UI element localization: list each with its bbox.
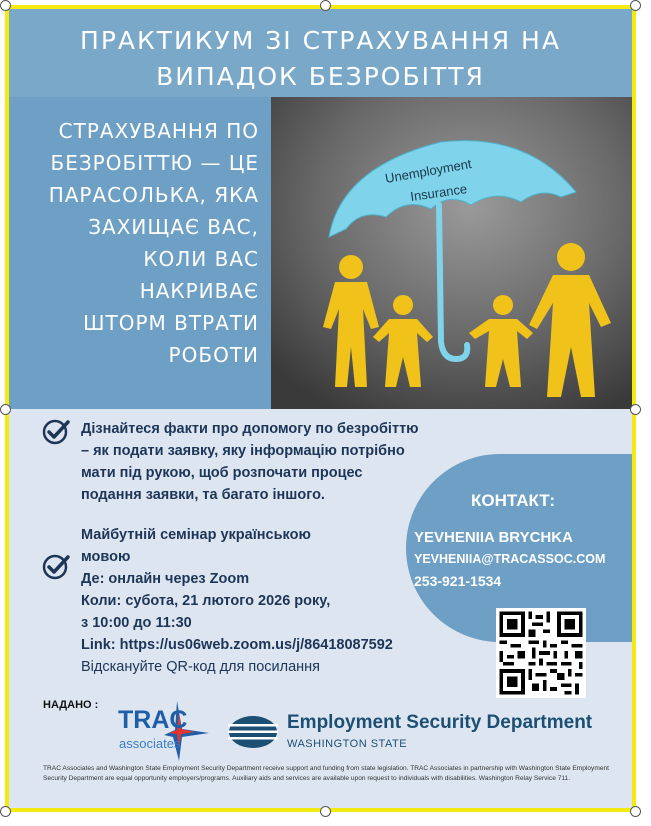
tagline-line: ШТОРМ ВТРАТИ	[83, 311, 259, 335]
seminar-line: мовою	[81, 549, 131, 565]
title-line-2: ВИПАДОК БЕЗРОБІТТЯ	[156, 62, 485, 91]
facts-line: подання заявки, та багато іншого.	[81, 487, 325, 503]
provided-by-label: НАДАНО :	[43, 699, 99, 711]
zoom-link[interactable]: Link: https://us06web.zoom.us/j/86418087592	[81, 637, 393, 653]
title-line-1: ПРАКТИКУМ ЗІ СТРАХУВАННЯ НА	[80, 26, 561, 55]
tagline-line: ПАРАСОЛЬКА, ЯКА	[48, 183, 259, 207]
resize-handle-bottom-left[interactable]	[0, 806, 11, 817]
resize-handle-bottom[interactable]	[320, 806, 331, 817]
tagline-line: СТРАХУВАННЯ ПО	[58, 119, 259, 143]
resize-handle-right[interactable]	[630, 404, 641, 415]
contact-name: YEVHENIIA BRYCHKA	[414, 529, 573, 546]
resize-handle-top[interactable]	[320, 0, 331, 11]
selection-border	[5, 5, 636, 812]
umbrella-label-2: Insurance	[409, 181, 468, 204]
facts-line: – як подати заявку, яку інформацію потрібно	[81, 443, 405, 459]
resize-handle-bottom-right[interactable]	[630, 806, 641, 817]
disclaimer-text: TRAC Associates and Washington State Employment Security Department receive support and funding from state legislation. TRAC Associates in partnership with Washington State Employment Security Department are equal opportunity employers/programs. Auxiliary aids and services are available upon request to individuals with disabilities. Washington Relay Service 711.	[43, 765, 609, 782]
trac-logo-text: TRAC	[118, 706, 188, 734]
contact-phone[interactable]: 253-921-1534	[414, 573, 502, 589]
tagline-line: БЕЗРОБІТТЮ — ЦЕ	[50, 151, 259, 175]
tagline-line: ЗАХИЩАЄ ВАС,	[88, 215, 259, 239]
contact-email[interactable]: YEVHENIIA@TRACASSOC.COM	[414, 552, 606, 566]
seminar-time: з 10:00 до 11:30	[81, 615, 192, 631]
facts-line: Дізнайтеся факти про допомогу по безробіттю	[81, 421, 419, 437]
tagline-line: КОЛИ ВАС	[143, 247, 259, 271]
seminar-when: Коли: субота, 21 лютого 2026 року,	[81, 593, 331, 609]
tagline-line: НАКРИВАЄ	[139, 279, 259, 303]
resize-handle-top-right[interactable]	[630, 0, 641, 11]
seminar-where: Де: онлайн через Zoom	[81, 571, 250, 587]
umbrella-label-1: Unemployment	[383, 155, 473, 186]
contact-heading: КОНТАКТ:	[471, 491, 556, 510]
esd-subtitle: WASHINGTON STATE	[287, 738, 408, 750]
tagline-line: РОБОТИ	[168, 343, 259, 367]
qr-note: Відскануйте QR-код для посилання	[81, 659, 321, 675]
trac-logo-subtext: associates	[119, 736, 181, 751]
esd-title: Employment Security Department	[287, 712, 593, 733]
seminar-line: Майбутній семінар українською	[81, 527, 311, 543]
facts-line: мати під рукою, щоб розпочати процес	[81, 465, 363, 481]
resize-handle-left[interactable]	[0, 404, 11, 415]
resize-handle-top-left[interactable]	[0, 0, 11, 11]
